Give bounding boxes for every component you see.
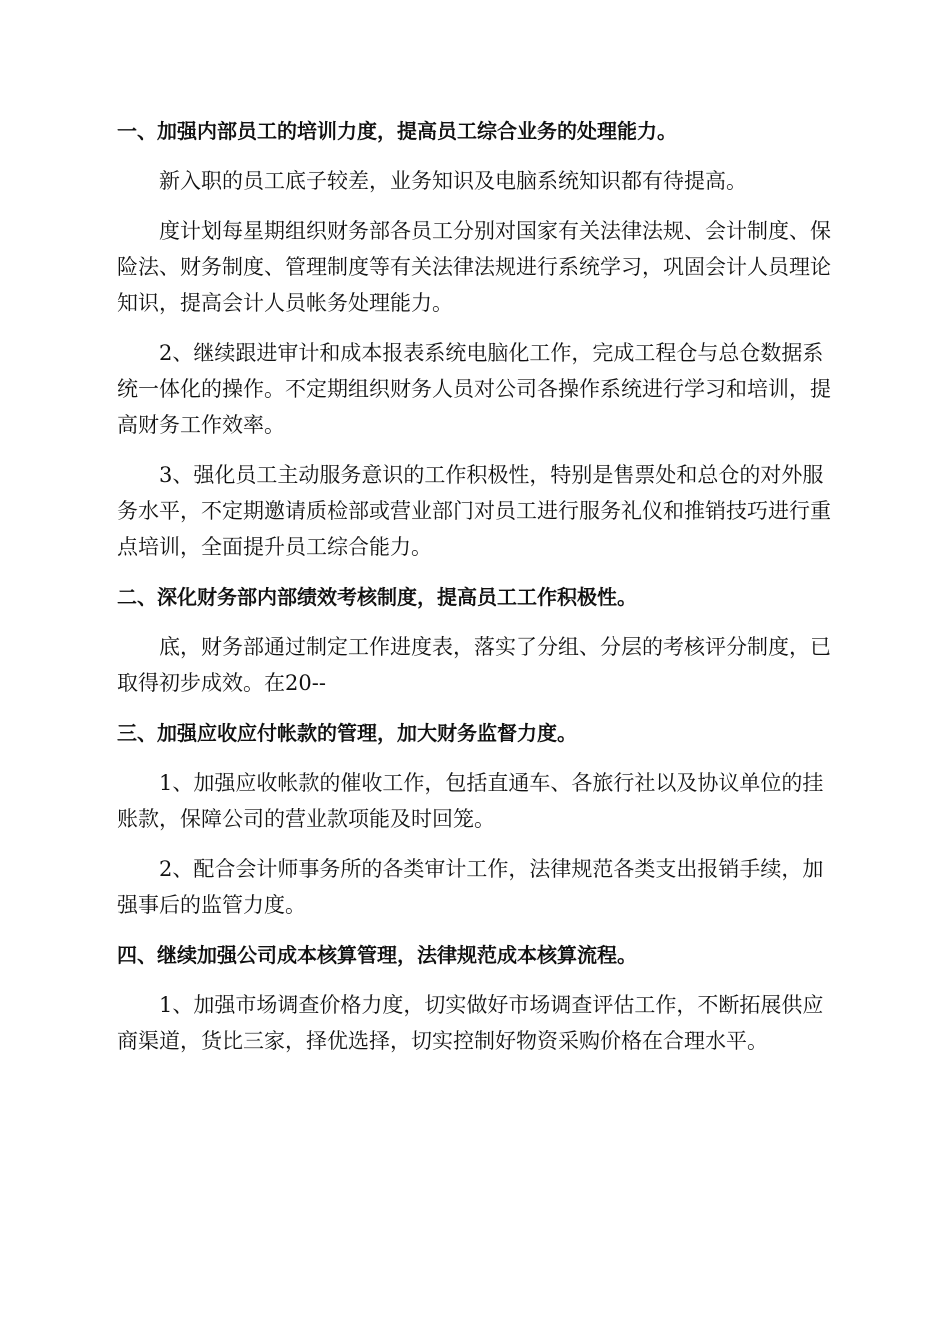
section-heading-4: 四、继续加强公司成本核算管理，法律规范成本核算流程。	[117, 943, 637, 967]
document-body	[117, 113, 833, 1073]
section-heading-1: 一、加强内部员工的培训力度，提高员工综合业务的处理能力。	[117, 119, 677, 143]
section-heading-2: 二、深化财务部内部绩效考核制度，提高员工工作积极性。	[117, 585, 637, 609]
paragraph: 1、加强市场调查价格力度，切实做好市场调查评估工作，不断拓展供应商渠道，货比三家，择优选择，切实控制好物资采购价格在合理水平。	[117, 993, 824, 1053]
paragraph: 3、强化员工主动服务意识的工作积极性，特别是售票处和总仓的对外服务水平，不定期邀请质检部或营业部门对员工进行服务礼仪和推销技巧进行重点培训，全面提升员工综合能力。	[117, 463, 831, 559]
paragraph: 1、加强应收帐款的催收工作，包括直通车、各旅行社以及协议单位的挂账款，保障公司的营业款项能及时回笼。	[117, 771, 824, 831]
paragraph: 2、继续跟进审计和成本报表系统电脑化工作，完成工程仓与总仓数据系统一体化的操作。不定期组织财务人员对公司各操作系统进行学习和培训，提高财务工作效率。	[117, 341, 831, 437]
paragraph: 新入职的员工底子较差，业务知识及电脑系统知识都有待提高。	[159, 169, 747, 193]
paragraph: 底，财务部通过制定工作进度表，落实了分组、分层的考核评分制度，已取得初步成效。在20--	[117, 635, 831, 695]
section-heading-3: 三、加强应收应付帐款的管理，加大财务监督力度。	[117, 721, 577, 745]
paragraph: 2、配合会计师事务所的各类审计工作，法律规范各类支出报销手续，加强事后的监管力度。	[117, 857, 824, 917]
paragraph: 度计划每星期组织财务部各员工分别对国家有关法律法规、会计制度、保险法、财务制度、管理制度等有关法律法规进行系统学习，巩固会计人员理论知识，提高会计人员帐务处理能力。	[117, 219, 831, 315]
